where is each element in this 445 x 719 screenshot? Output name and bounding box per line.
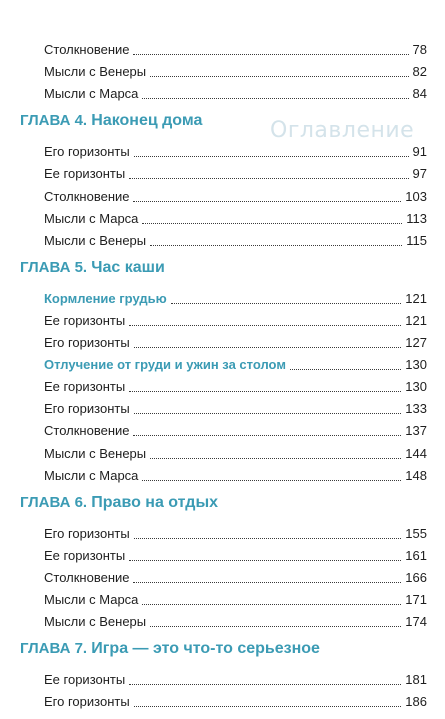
toc-entry-label: Его горизонты — [44, 144, 130, 160]
toc-entry-page: 174 — [405, 614, 427, 630]
dot-leader — [142, 604, 401, 605]
toc-entry-label: Мысли с Венеры — [44, 614, 147, 630]
toc-entry-label: Его горизонты — [44, 694, 130, 710]
toc-entry-page: 103 — [405, 188, 427, 204]
toc-entry-page: 148 — [405, 467, 427, 483]
toc-subsection[interactable] — [44, 353, 427, 373]
chapter-title: Наконец дома — [91, 112, 203, 130]
chapter-heading — [20, 492, 218, 514]
toc-entry-page: 82 — [412, 64, 427, 80]
toc-entry-label: Мысли с Венеры — [44, 445, 147, 461]
toc-entry[interactable] — [44, 229, 427, 249]
toc-entry[interactable] — [44, 375, 427, 395]
toc-entry-label: Мысли с Марса — [44, 592, 139, 607]
dot-leader — [133, 582, 401, 583]
toc-entry-label: Кормление грудью — [44, 290, 167, 306]
dot-leader — [150, 76, 408, 77]
toc-entry-label: Его горизонты — [44, 525, 130, 541]
toc-entry-page: 171 — [405, 592, 427, 607]
toc-entry[interactable] — [44, 522, 427, 542]
toc-entry[interactable] — [44, 442, 427, 462]
toc-entry-label: Столкновение — [44, 42, 130, 57]
chapter-title: Право на отдых — [91, 493, 219, 511]
dot-leader — [133, 201, 401, 202]
chapter-number: ГЛАВА 4. — [20, 112, 88, 130]
dot-leader — [290, 369, 401, 370]
toc-entry[interactable] — [44, 464, 427, 484]
dot-leader — [129, 684, 401, 685]
toc-entry-label: Мысли с Марса — [44, 467, 139, 483]
toc-entry-label: Его горизонты — [44, 335, 130, 350]
toc-entry-label: Ее горизонты — [44, 379, 126, 395]
toc-entry-page: 144 — [405, 445, 427, 461]
dot-leader — [134, 706, 402, 707]
toc-entry[interactable] — [44, 544, 427, 564]
toc-entry-page: 133 — [405, 401, 427, 417]
toc-entry[interactable] — [44, 60, 427, 80]
dot-leader — [142, 98, 408, 99]
chapter-heading — [20, 110, 202, 132]
toc-entry[interactable] — [44, 309, 427, 329]
toc-entry-page: 155 — [405, 525, 427, 541]
toc-entry-page: 130 — [405, 379, 427, 395]
toc-entry-page: 84 — [412, 86, 427, 102]
chapter-title: Час каши — [91, 258, 165, 276]
toc-entry[interactable] — [44, 82, 427, 102]
toc-entry[interactable] — [44, 588, 427, 608]
toc-entry-page: 186 — [405, 694, 427, 710]
toc-entry-page: 91 — [412, 144, 427, 160]
dot-leader — [133, 54, 408, 55]
toc-entry-label: Его горизонты — [44, 401, 130, 417]
dot-leader — [133, 435, 401, 436]
toc-entry[interactable] — [44, 566, 427, 586]
toc-entry-page: 115 — [406, 232, 427, 248]
toc-entry-page: 113 — [406, 210, 427, 226]
toc-entry-label: Ее горизонты — [44, 672, 126, 688]
dot-leader — [134, 156, 409, 157]
chapter-heading — [20, 638, 320, 660]
chapter-number: ГЛАВА 6. — [20, 493, 88, 511]
dot-leader — [171, 303, 402, 304]
dot-leader — [134, 347, 402, 348]
dot-leader — [129, 560, 401, 561]
toc-entry-page: 97 — [412, 166, 427, 182]
toc-entry-page: 121 — [405, 312, 427, 328]
toc-entry-label: Столкновение — [44, 569, 130, 585]
toc-entry-page: 166 — [405, 569, 427, 585]
toc-entry[interactable] — [44, 610, 427, 630]
toc-entry-label: Мысли с Венеры — [44, 232, 147, 248]
toc-entry-label: Ее горизонты — [44, 312, 126, 328]
toc-entry[interactable] — [44, 397, 427, 417]
toc-entry-page: 161 — [405, 547, 427, 563]
dot-leader — [142, 223, 402, 224]
dot-leader — [150, 245, 402, 246]
toc-entry-label: Мысли с Марса — [44, 86, 139, 102]
toc-entry-page: 130 — [405, 357, 427, 373]
dot-leader — [129, 178, 408, 179]
dot-leader — [150, 626, 401, 627]
chapter-number: ГЛАВА 7. — [20, 640, 88, 658]
dot-leader — [150, 458, 401, 459]
toc-entry[interactable] — [44, 38, 427, 58]
toc-entry-page: 127 — [405, 335, 427, 350]
toc-entry-label: Мысли с Венеры — [44, 64, 147, 80]
toc-entry[interactable] — [44, 162, 427, 182]
dot-leader — [142, 480, 401, 481]
toc-entry-page: 137 — [405, 423, 427, 439]
dot-leader — [134, 413, 402, 414]
toc-entry-label: Столкновение — [44, 423, 130, 439]
chapter-title: Игра — это что-то серьезное — [91, 640, 320, 658]
toc-entry-page: 121 — [405, 290, 427, 306]
chapter-number: ГЛАВА 5. — [20, 258, 88, 276]
toc-entry[interactable] — [44, 419, 427, 439]
toc-entry-label: Ее горизонты — [44, 166, 126, 182]
dot-leader — [129, 325, 401, 326]
toc-entry-label: Ее горизонты — [44, 547, 126, 563]
toc-entry-label: Столкновение — [44, 188, 130, 204]
toc-entry[interactable] — [44, 140, 427, 160]
toc-entry-page: 181 — [405, 672, 427, 688]
toc-entry[interactable] — [44, 331, 427, 351]
toc-entry[interactable] — [44, 207, 427, 227]
bleed-through-text: Оглавление — [270, 118, 415, 143]
toc-entry-label: Мысли с Марса — [44, 210, 139, 226]
toc-entry[interactable] — [44, 668, 427, 688]
toc-entry[interactable] — [44, 185, 427, 205]
toc-entry[interactable] — [44, 690, 427, 710]
toc-subsection[interactable] — [44, 287, 427, 307]
toc-entry-label: Отлучение от груди и ужин за столом — [44, 357, 286, 373]
chapter-heading — [20, 257, 165, 279]
dot-leader — [129, 391, 401, 392]
toc-entry-page: 78 — [412, 42, 427, 57]
dot-leader — [134, 538, 402, 539]
